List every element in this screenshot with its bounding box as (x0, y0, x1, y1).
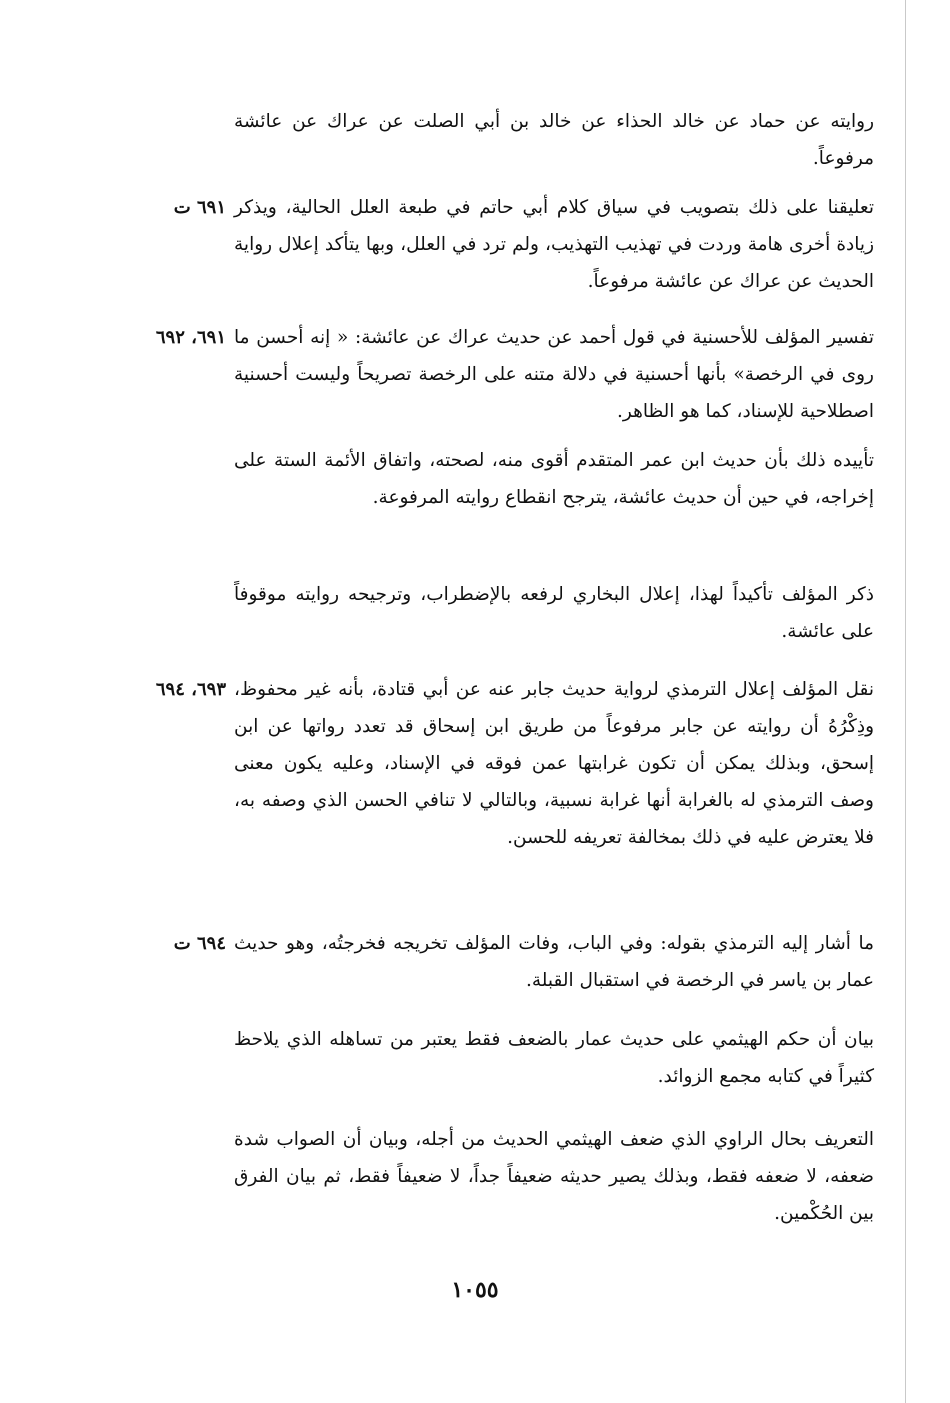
page-number: ١٠٥٥ (451, 1277, 499, 1303)
entry-5 (234, 576, 874, 650)
entry-3 (234, 319, 874, 430)
entry-text: تأييده ذلك بأن حديث ابن عمر المتقدم أقوى منه، لصحته، واتفاق الأئمة الستة على إخراجه، في حين أن حديث عائشة، يترجح انقطاع روايته المرفوعة. (234, 450, 874, 508)
entry-text: تعليقنا على ذلك بتصويب في سياق كلام أبي حاتم في طبعة العلل الحالية، ويذكر زيادة أخرى هامة وردت في تهذيب التهذيب، ولم ترد في العلل، وبها يتأكد إعلال رواية الحديث عن عراك عن عائشة مرفوعاً. (234, 197, 874, 292)
entry-text: روايته عن حماد عن خالد الحذاء عن خالد بن أبي الصلت عن عراك عن عائشة مرفوعاً. (234, 111, 874, 169)
entry-8 (234, 1021, 874, 1095)
entry-text: بيان أن حكم الهيثمي على حديث عمار بالضعف فقط يعتبر من تساهله الذي يلاحظ كثيراً في كتابه مجمع الزوائد. (234, 1029, 874, 1087)
entry-2 (234, 189, 874, 300)
entry-4 (234, 442, 874, 516)
page-reference: ٦٩٤ ت (173, 933, 226, 954)
entry-7 (234, 925, 874, 999)
entry-text: ذكر المؤلف تأكيداً لهذا، إعلال البخاري لرفعه بالإضطراب، وترجيحه روايته موقوفاً على عائشة. (234, 584, 874, 642)
entry-6 (234, 671, 874, 856)
entry-1 (234, 103, 874, 177)
page-edge-line (905, 0, 906, 1403)
entry-text: التعريف بحال الراوي الذي ضعف الهيثمي الحديث من أجله، وبيان أن الصواب شدة ضعفه، لا ضعفه فقط، وبذلك يصير حديثه ضعيفاً جداً، لا ضعيفاً فقط، ثم بيان الفرق بين الحُكْمين. (234, 1129, 874, 1224)
entry-text: تفسير المؤلف للأحسنية في قول أحمد عن حديث عراك عن عائشة: « إنه أحسن ما روى في الرخصة» بأنها أحسنية في دلالة متنه على الرخصة تصريحاً وليست أحسنية اصطلاحية للإسناد، كما هو الظاهر. (234, 327, 874, 422)
entry-text: نقل المؤلف إعلال الترمذي لرواية حديث جابر عنه عن أبي قتادة، بأنه غير محفوظ، وذِكْرُهُ أن روايته عن جابر مرفوعاً من طريق ابن إسحاق قد تعدد رواتها عن ابن إسحق، وبذلك يمكن أن تكون غرابتها عمن فوقه في الإسناد، وعليه يكون معنى وصف الترمذي له بالغرابة أنها غرابة نسبية، وبالتالي لا تنافي الحسن الذي وصفه به، فلا يعترض عليه في ذلك بمخالفة تعريفه للحسن. (234, 679, 874, 848)
page-reference: ٦٩١ ت (173, 197, 226, 218)
entry-9 (234, 1121, 874, 1232)
page-reference: ٦٩٣، ٦٩٤ (155, 679, 226, 700)
entry-text: ما أشار إليه الترمذي بقوله: وفي الباب، وفات المؤلف تخريجه فخرجتُه، وهو حديث عمار بن ياسر في الرخصة في استقبال القبلة. (234, 933, 874, 991)
page-reference: ٦٩١، ٦٩٢ (155, 327, 226, 348)
